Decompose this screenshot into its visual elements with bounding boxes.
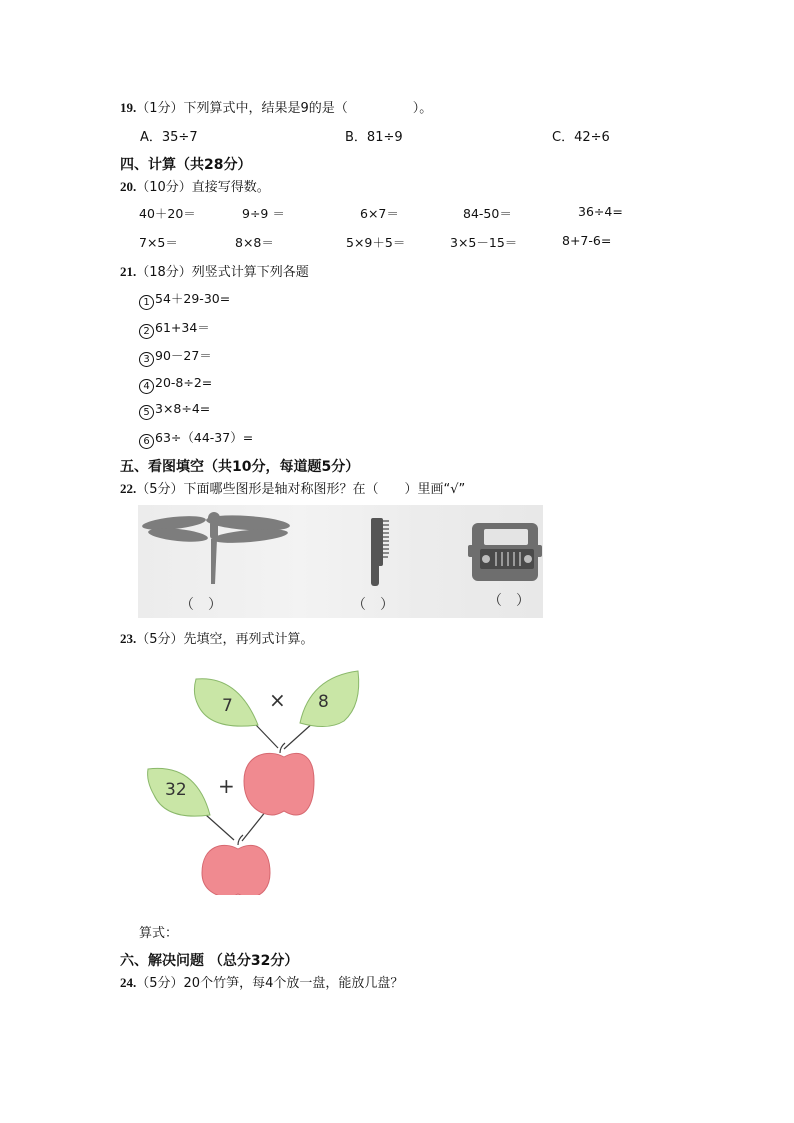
calc-item: 40＋20＝ [139,206,196,221]
calc-item: 36÷4= [578,204,623,219]
multiply-sign: × [269,688,286,712]
vertical-calc-item-1 [139,289,230,310]
expression: 61+34＝ [155,320,210,335]
calc-item: 3×5－15＝ [450,235,518,250]
leaf-number-8: 8 [318,692,329,712]
question-text: （10分）直接写得数。 [136,180,270,195]
calc-item: 7×5＝ [139,235,178,250]
question-text: （5分）先填空，再列式计算。 [136,632,314,647]
calc-item: 84-50＝ [463,206,512,221]
shapes-photo [138,505,543,618]
circled-number: 1 [139,295,154,310]
circled-number: 2 [139,324,154,339]
question-19 [120,97,432,116]
circled-number: 4 [139,379,154,394]
option-c: C．42÷6 [552,130,610,145]
option-b: B．81÷9 [345,130,403,145]
question-text: （1分）下列算式中，结果是9的是（ ）。 [136,101,433,116]
circled-number: 6 [139,434,154,449]
comb-icon [371,518,389,586]
leaf-number-32: 32 [165,780,187,800]
expression: 54＋29-30= [155,291,231,306]
jeep-icon [468,523,542,581]
expression: 3×8÷4= [155,401,211,416]
apple-bottom [202,845,270,895]
question-number: 24. [120,975,137,990]
question-number: 23. [120,631,137,646]
question-number: 21. [120,264,137,279]
circled-number: 5 [139,405,154,420]
apple-tree-diagram [138,665,378,899]
question-24 [120,972,403,991]
question-21 [120,261,309,280]
dragonfly-icon [142,512,291,584]
answer-paren[interactable]: （ ） [352,597,394,613]
question-text: （18分）列竖式计算下列各题 [136,265,309,280]
calc-item: 5×9＋5＝ [346,235,406,250]
question-23 [120,628,314,647]
section-title-6: 六、解决问题 （总分32分） [120,953,299,969]
question-number: 20. [120,179,137,194]
question-22 [120,478,465,497]
option-a: A．35÷7 [140,130,198,145]
calc-item: 6×7＝ [360,206,399,221]
question-text: （5分）20个竹笋，每4个放一盘，能放几盘？ [136,976,404,991]
section-title-4: 四、计算（共28分） [120,157,252,173]
calc-item: 9÷9 ＝ [242,206,285,221]
vertical-calc-item-2 [139,318,210,339]
expression: 20-8÷2= [155,375,213,390]
plus-sign: + [218,774,235,798]
answer-paren[interactable]: （ ） [488,593,530,609]
answer-paren[interactable]: （ ） [180,597,222,613]
question-number: 19. [120,100,137,115]
vertical-calc-item-5 [139,401,210,420]
question-20 [120,176,270,195]
leaf-8 [300,671,359,727]
section-title-5: 五、看图填空（共10分，每道题5分） [120,459,360,475]
vertical-calc-item-3 [139,346,212,367]
vertical-calc-item-6 [139,428,253,449]
question-text: （5分）下面哪些图形是轴对称图形？在（ ）里画“√” [136,482,466,497]
calc-item: 8+7-6= [562,233,612,248]
expression: 63÷（44-37）= [155,430,254,445]
calc-item: 8×8＝ [235,235,274,250]
formula-label: 算式： [139,926,179,941]
vertical-calc-item-4 [139,375,212,394]
expression: 90－27＝ [155,348,212,363]
circled-number: 3 [139,352,154,367]
leaf-number-7: 7 [222,696,233,716]
question-number: 22. [120,481,137,496]
apple-top [244,753,314,815]
